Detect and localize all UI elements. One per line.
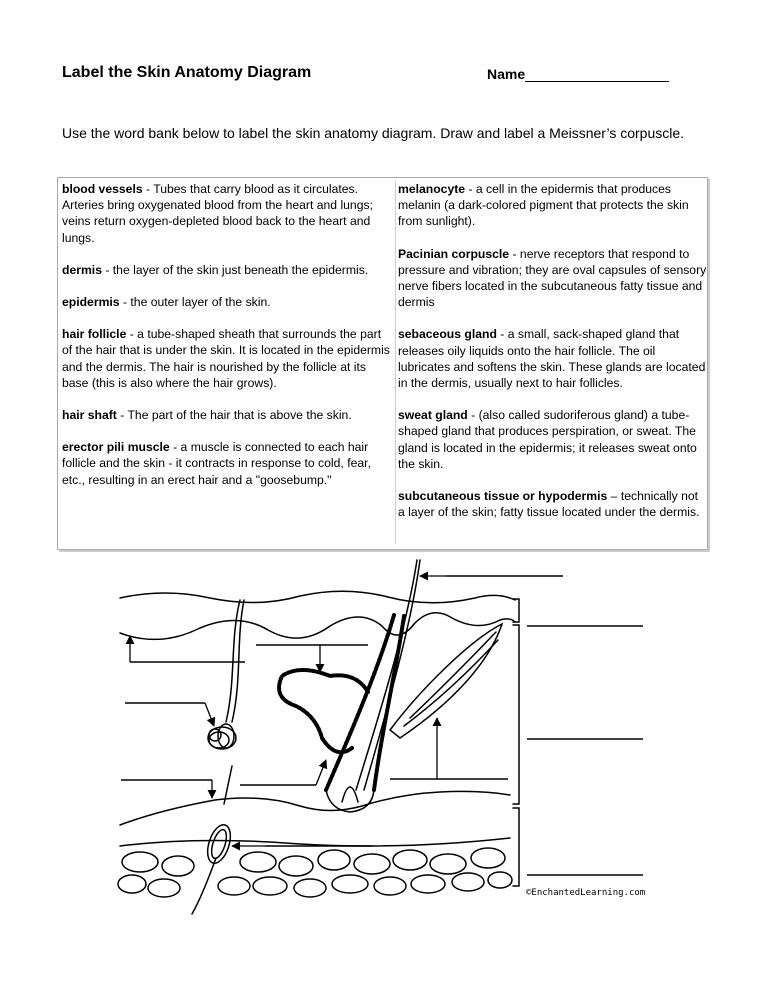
erector-pili-muscle-striation-2 [404,640,498,726]
sweat-gland-duct [226,600,240,722]
hypodermis-bracket [513,808,519,886]
nerve-fiber-to-corpuscle [192,858,216,914]
word-bank-entry-sebaceous-gland: sebaceous gland - a small, sack-shaped gland that releases oily liquids onto the hair follicle. The oil lubricates and softens the skin. These glands are located in the dermis, usually next to hair follicles. [398,327,706,391]
dermis-hypodermis-boundary [120,791,510,825]
word-bank-entry-sweat-gland: sweat gland - (also called sudoriferous gland) a tube-shaped gland that produces perspiration, or sweat. The gland is located in the epidermis; it releases sweat onto the skin. [398,408,697,471]
arrow-sweat-gland [205,703,214,726]
word-bank-entry-hair-follicle: hair follicle - a tube-shaped sheath that surrounds the part of the hair that is under the skin. It is located in the epidermis and the dermis. The hair is nourished by the follicle at its base (this is also where the hair grows). [62,327,390,390]
word-bank-entry-pacinian-corpuscle: Pacinian corpuscle - nerve receptors that respond to pressure and vibration; they are oval capsules of sensory nerve fibers located in the subcutaneous fatty tissue and dermis [398,246,707,310]
pacinian-corpuscle [203,822,234,866]
hair-shaft [356,560,417,790]
name-label: Name [487,66,526,82]
subcutaneous-fat-cells [118,848,512,897]
word-bank-entry-erector-pili-muscle: erector pili muscle - a muscle is connected to each hair follicle and the skin - it contracts in response to cold, fear, etc., resulting in an erect hair and a "goosebump." [62,440,371,487]
sweat-gland-duct-inner [232,600,244,722]
word-bank-entry-subcutaneous-tissue: subcutaneous tissue or hypodermis – technically not a layer of the skin; fatty tissue located under the dermis. [398,489,700,520]
word-bank-entry-epidermis: epidermis - the outer layer of the skin. [62,295,271,310]
erector-pili-muscle [390,624,502,738]
hair-follicle-left-wall [326,615,394,790]
arrow-hair-follicle [316,760,326,785]
dermis-bracket [513,625,519,804]
instructions: Use the word bank below to label the skin anatomy diagram. Draw and label a Meissner’s corpuscle. [62,125,685,141]
epidermis-top-edge [120,591,515,603]
sebaceous-gland [279,670,368,752]
pacinian-corpuscle-inner [209,828,230,860]
copyright-credit: ©EnchantedLearning.com [526,888,646,898]
epidermis-bottom-edge [120,613,515,640]
erector-pili-muscle-striation-1 [410,632,496,718]
epidermis-bracket [513,599,519,622]
word-bank-entry-melanocyte: melanocyte - a cell in the epidermis that produces melanin (a dark-colored pigment that protects the skin from sunlight). [398,182,689,229]
word-bank-entry-blood-vessels: blood vessels - Tubes that carry blood as it circulates. Arteries bring oxygenated blood from the heart and lungs; veins return oxygen-depleted blood back to the heart and lungs. [62,182,373,245]
word-bank-entry-hair-shaft: hair shaft - The part of the hair that is above the skin. [62,408,352,423]
word-bank-entry-dermis: dermis - the layer of the skin just beneath the epidermis. [62,262,369,277]
page-title: Label the Skin Anatomy Diagram [62,64,312,81]
hair-follicle-right-wall [374,616,404,790]
hypodermis-top-edge [120,838,510,846]
